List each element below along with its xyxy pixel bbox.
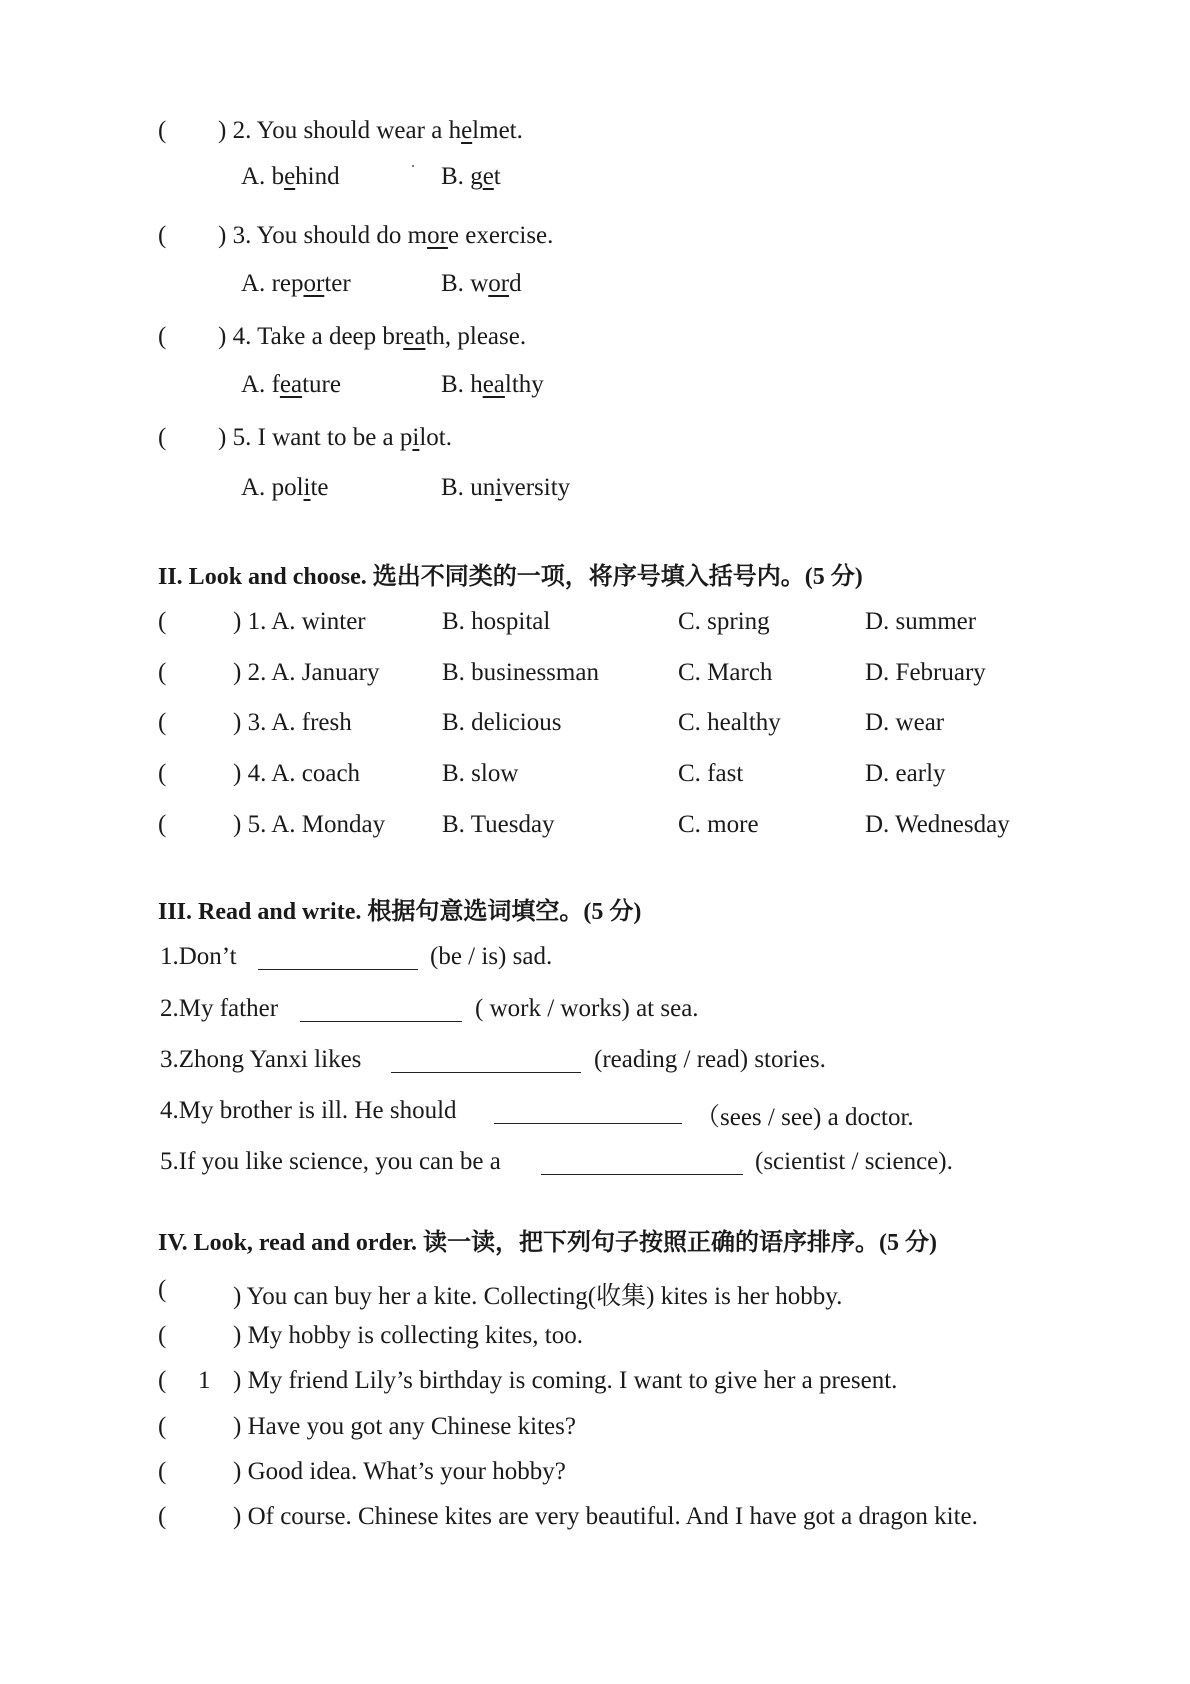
answer-paren-open: ( — [158, 1367, 167, 1394]
option-c: C. healthy — [678, 709, 781, 736]
option-a: A. reporter — [241, 270, 351, 297]
section-2-title: II. Look and choose. 选出不同类的一项，将序号填入括号内。(5 分) — [158, 564, 863, 590]
order-sentence: ) Of course. Chinese kites are very beautiful. And I have got a dragon kite. — [233, 1503, 978, 1530]
scan-speck — [412, 165, 414, 167]
order-sentence: ) You can buy her a kite. Collecting(收集) kites is her hobby. — [233, 1283, 843, 1310]
option-a: ) 2. A. January — [233, 659, 380, 686]
option-b: B. Tuesday — [442, 811, 555, 838]
answer-paren-open: ( — [158, 811, 167, 838]
option-a: ) 1. A. winter — [233, 608, 366, 635]
answer-paren-open: ( — [158, 1458, 167, 1485]
answer-blank[interactable] — [300, 1021, 462, 1022]
answer-paren-open: ( — [158, 117, 167, 144]
answer-blank[interactable] — [391, 1072, 581, 1073]
answer-paren-open: ( — [158, 1503, 167, 1530]
option-d: D. early — [865, 760, 946, 787]
option-b: B. slow — [442, 760, 519, 787]
option-b: B. healthy — [441, 371, 544, 398]
option-b: B. get — [441, 163, 501, 190]
answer-blank[interactable] — [541, 1174, 743, 1175]
answer-blank[interactable] — [494, 1123, 682, 1124]
question-text: ) 4. Take a deep breath, please. — [218, 323, 527, 350]
sentence-end: ( work / works) at sea. — [475, 995, 699, 1022]
sentence-start: 1.Don’t — [160, 943, 237, 970]
option-b: B. businessman — [442, 659, 599, 686]
question-text: ) 3. You should do more exercise. — [218, 222, 554, 249]
order-sentence: ) My hobby is collecting kites, too. — [233, 1322, 583, 1349]
order-sentence: ) My friend Lily’s birthday is coming. I want to give her a present. — [233, 1367, 898, 1394]
option-d: D. summer — [865, 608, 977, 635]
sentence-end: (scientist / science). — [755, 1148, 953, 1175]
answer-paren-open: ( — [158, 323, 167, 350]
option-a: A. polite — [241, 474, 329, 501]
answer-paren-open: ( — [158, 1413, 167, 1440]
section-3-title: III. Read and write. 根据句意选词填空。(5 分) — [158, 899, 642, 925]
option-b: B. hospital — [442, 608, 551, 635]
option-c: C. fast — [678, 760, 744, 787]
option-a: ) 4. A. coach — [233, 760, 361, 787]
section-4-title: IV. Look, read and order. 读一读，把下列句子按照正确的语序排序。(5 分) — [158, 1230, 937, 1256]
answer-paren-open: ( — [158, 424, 167, 451]
option-a: A. feature — [241, 371, 341, 398]
option-b: B. word — [441, 270, 522, 297]
option-a: ) 3. A. fresh — [233, 709, 352, 736]
answer-paren-open: ( — [158, 760, 167, 787]
option-a: ) 5. A. Monday — [233, 811, 386, 838]
answer-paren-open: ( — [158, 1276, 167, 1303]
sentence-end: (be / is) sad. — [430, 943, 553, 970]
sentence-start: 4.My brother is ill. He should — [160, 1097, 457, 1124]
option-c: C. March — [678, 659, 773, 686]
answer-paren-open: ( — [158, 1322, 167, 1349]
order-sentence: ) Have you got any Chinese kites? — [233, 1413, 576, 1440]
option-c: C. spring — [678, 608, 770, 635]
option-d: D. wear — [865, 709, 945, 736]
sentence-end: （sees / see) a doctor. — [695, 1104, 914, 1131]
option-b: B. university — [441, 474, 571, 501]
option-d: D. February — [865, 659, 986, 686]
answer-paren-open: ( — [158, 659, 167, 686]
sentence-end: (reading / read) stories. — [594, 1046, 826, 1073]
answer-paren-open: ( — [158, 222, 167, 249]
answer-paren-open: ( — [158, 709, 167, 736]
sentence-start: 3.Zhong Yanxi likes — [160, 1046, 362, 1073]
sentence-start: 5.If you like science, you can be a — [160, 1148, 501, 1175]
question-text: ) 5. I want to be a pilot. — [218, 424, 452, 451]
option-b: B. delicious — [442, 709, 562, 736]
option-d: D. Wednesday — [865, 811, 1010, 838]
answer-blank[interactable] — [258, 969, 418, 970]
order-answer[interactable]: 1 — [198, 1367, 211, 1394]
sentence-start: 2.My father — [160, 995, 279, 1022]
question-text: ) 2. You should wear a helmet. — [218, 117, 523, 144]
option-a: A. behind — [241, 163, 340, 190]
order-sentence: ) Good idea. What’s your hobby? — [233, 1458, 566, 1485]
option-c: C. more — [678, 811, 759, 838]
answer-paren-open: ( — [158, 608, 167, 635]
